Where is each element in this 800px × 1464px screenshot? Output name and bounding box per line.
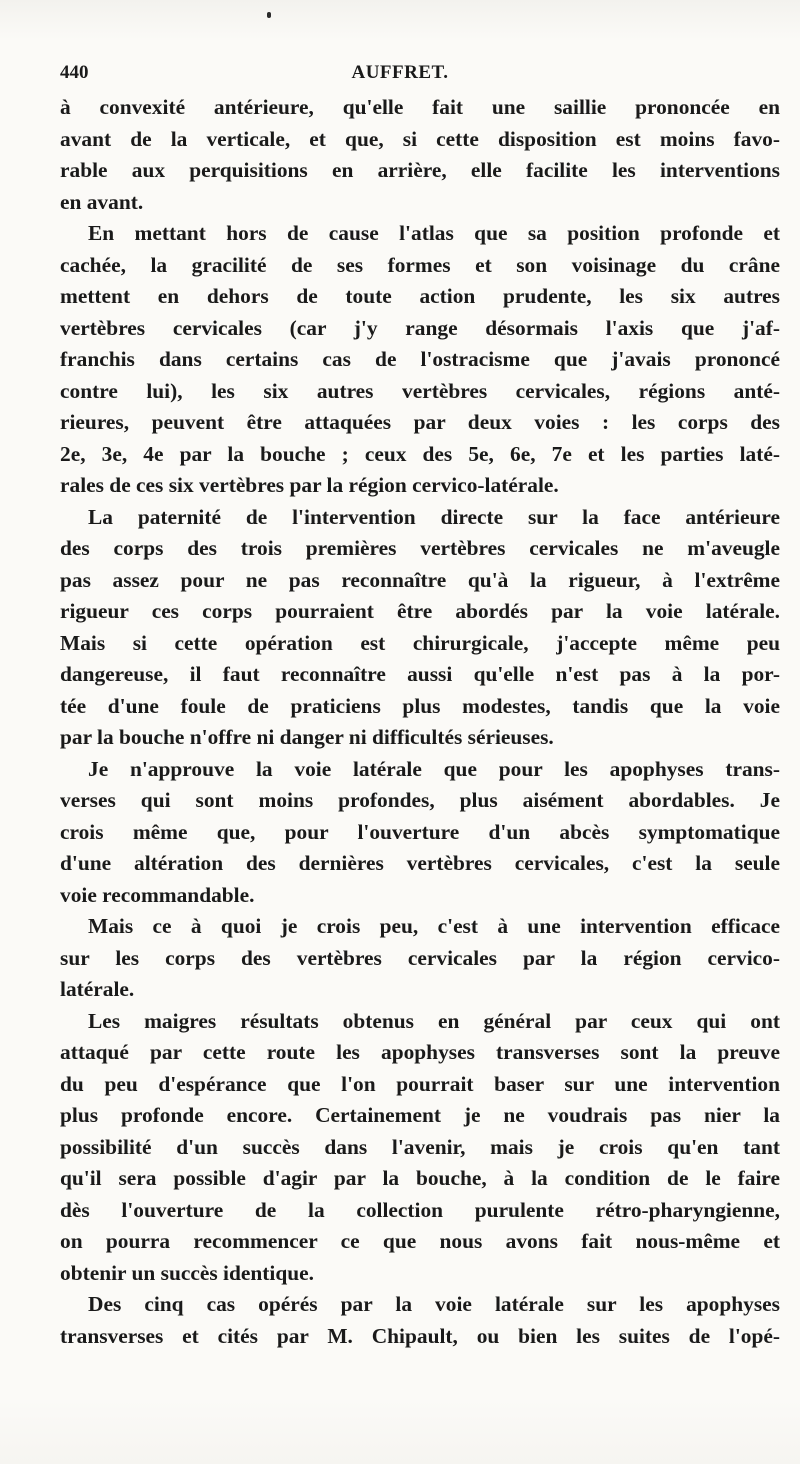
text-line: des corps des trois premières vertèbres cervicales ne m'aveugle bbox=[60, 536, 780, 560]
text-line: transverses et cités par M. Chipault, ou bien les suites de l'opé- bbox=[60, 1323, 780, 1348]
text-line: En mettant hors de cause l'atlas que sa position profonde et bbox=[88, 221, 780, 245]
text-line: qu'il sera possible d'agir par la bouche, à la condition de le faire bbox=[60, 1166, 780, 1190]
body-text bbox=[60, 92, 780, 1352]
ink-dot bbox=[267, 12, 271, 18]
text-line: sur les corps des vertèbres cervicales par la région cervico- bbox=[60, 945, 780, 970]
text-line: possibilité d'un succès dans l'avenir, mais je crois qu'en tant bbox=[60, 1134, 780, 1159]
text-line: latérale. bbox=[60, 977, 135, 1001]
text-line: à convexité antérieure, qu'elle fait une saillie prononcée en bbox=[60, 95, 780, 119]
paragraph-2 bbox=[60, 218, 780, 502]
text-line: avant de la verticale, et que, si cette disposition est moins favo- bbox=[60, 126, 780, 151]
paragraph-4 bbox=[60, 754, 780, 912]
text-line: mettent en dehors de toute action prudente, les six autres bbox=[60, 284, 780, 308]
text-line: rigueur ces corps pourraient être abordés par la voie latérale. bbox=[60, 599, 780, 623]
text-line: pas assez pour ne pas reconnaître qu'à la rigueur, à l'extrême bbox=[60, 567, 780, 592]
running-head bbox=[60, 60, 740, 86]
paragraph-6 bbox=[60, 1006, 780, 1290]
text-line: franchis dans certains cas de l'ostracisme que j'avais prononcé bbox=[60, 347, 780, 371]
text-line: contre lui), les six autres vertèbres cervicales, régions anté- bbox=[60, 378, 780, 403]
paragraph-7 bbox=[60, 1289, 780, 1352]
text-line: Les maigres résultats obtenus en général par ceux qui ont bbox=[88, 1008, 780, 1033]
text-line: 2e, 3e, 4e par la bouche ; ceux des 5e, 6e, 7e et les parties laté- bbox=[60, 441, 780, 466]
text-line: Des cinq cas opérés par la voie latérale sur les apophyses bbox=[88, 1292, 780, 1316]
text-line: dangereuse, il faut reconnaître aussi qu'elle n'est pas à la por- bbox=[60, 662, 780, 686]
text-line: plus profonde encore. Certainement je ne voudrais pas nier la bbox=[60, 1103, 780, 1127]
text-line: La paternité de l'intervention directe sur la face antérieure bbox=[88, 504, 780, 529]
text-line: vertèbres cervicales (car j'y range désormais l'axis que j'af- bbox=[60, 315, 780, 340]
text-line: du peu d'espérance que l'on pourrait baser sur une intervention bbox=[60, 1071, 780, 1096]
text-line: crois même que, pour l'ouverture d'un abcès symptomatique bbox=[60, 819, 780, 844]
text-line: en avant. bbox=[60, 189, 144, 214]
text-line: rales de ces six vertèbres par la région cervico-latérale. bbox=[60, 473, 559, 497]
text-line: dès l'ouverture de la collection purulente rétro-pharyngienne, bbox=[60, 1197, 780, 1222]
text-line: on pourra recommencer ce que nous avons fait nous-même et bbox=[60, 1229, 780, 1253]
text-line: rieures, peuvent être attaquées par deux voies : les corps des bbox=[60, 410, 780, 434]
text-line: cachée, la gracilité de ses formes et son voisinage du crâne bbox=[60, 252, 780, 277]
paragraph-1 bbox=[60, 92, 780, 218]
text-line: Je n'approuve la voie latérale que pour les apophyses trans- bbox=[88, 756, 780, 781]
page-number: 440 bbox=[60, 62, 89, 83]
text-line: tée d'une foule de praticiens plus modestes, tandis que la voie bbox=[60, 693, 780, 718]
text-line: voie recommandable. bbox=[60, 882, 255, 907]
text-line: d'une altération des dernières vertèbres cervicales, c'est la seule bbox=[60, 851, 780, 875]
paragraph-3 bbox=[60, 502, 780, 754]
running-title: AUFFRET. bbox=[351, 62, 449, 83]
text-line: par la bouche n'offre ni danger ni difficultés sérieuses. bbox=[60, 725, 554, 749]
text-line: verses qui sont moins profondes, plus aisément abordables. Je bbox=[60, 788, 780, 812]
text-line: Mais ce à quoi je crois peu, c'est à une intervention efficace bbox=[88, 914, 780, 938]
paragraph-5 bbox=[60, 911, 780, 1006]
text-line: attaqué par cette route les apophyses transverses sont la preuve bbox=[60, 1040, 780, 1064]
text-line: Mais si cette opération est chirurgicale, j'accepte même peu bbox=[60, 630, 780, 655]
text-line: rable aux perquisitions en arrière, elle facilite les interventions bbox=[60, 158, 780, 182]
text-line: obtenir un succès identique. bbox=[60, 1260, 314, 1285]
